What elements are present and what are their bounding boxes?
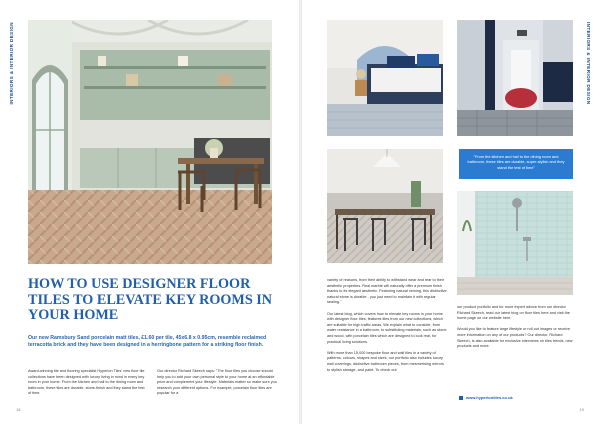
article-intro: Our new Ramsbury Sand porcelain matt tiles, £1.60 per tile, 45x6.8 x 0.95cm, resemble reclaimed terracotta brick and they have been designed in a herringbone pattern for a striking floor finish. bbox=[28, 335, 267, 348]
section-label-left: INTERIORS & INTERIOR DESIGN bbox=[9, 22, 14, 105]
website-link[interactable]: www.hyperiontiles.co.uk bbox=[466, 395, 513, 400]
article-headline: HOW TO USE DESIGNER FLOOR TILES TO ELEVATE KEY ROOMS IN YOUR HOME bbox=[28, 276, 273, 323]
body-column-1: Award-winning tile and flooring specialist Hyperion Tiles' new floor tile collections have been designed with luxury living in mind in every key room in your home. From the kitchen and hall to the dining room and bathroom, these tiles are durable, stone-finish and they stand the test of time. bbox=[28, 369, 145, 396]
bullet-square-icon bbox=[459, 396, 463, 400]
body-column-3: variety of reasons, from their ability to withstand wear and tear to their aesthetic properties. Real marble will naturally offer a premium finish thanks to its elegant aesthetic. Featuring natural veining, this distinctive natural stone is durable - you just need to maintain it with regular sealing." Our latest blog, which covers how to elevate key rooms in your home with designer floor tiles, features tiles from our new collections, which are suitable for high traffic areas. We explain what to consider, from water resistance in a bathroom, to substituting materials, such as stone and wood, with porcelain tiles which are designed to look real, for practical living solutions. With more than 15,000 bespoke floor and wall tiles in a variety of patterns, colours, shapes and sizes, our portfolio also includes luxury wall coverings, distinctive bathroom pieces, from mesmerising mirrors to stylish storage, and paint. To check out bbox=[327, 278, 447, 372]
website-row[interactable] bbox=[459, 395, 513, 400]
body-column-2: Our director Richard Skeech says: "The floor tiles you choose should help you to add your own personal style to your home at an affordable price and complement your lifestyle. Materials matter so make sure you research your different options. For example, porcelain floor tiles are popular for a bbox=[157, 369, 277, 396]
hallway-photo bbox=[457, 20, 573, 136]
page-number-right: 19 bbox=[579, 407, 584, 412]
kitchen-photo bbox=[28, 20, 272, 264]
body-column-4: our product portfolio and for more expert advice from our director Richard Skeech, read our latest blog on floor tiles here and visit the home page on our website here. Would you like to feature large lifestyle or roll-out images or receive more information on any of our products? Our director, Richard Skeech, is also available for exclusive interviews on tiles trends, new products and more. bbox=[457, 305, 573, 349]
bedroom-photo bbox=[327, 20, 443, 136]
page-number-left: 18 bbox=[16, 407, 21, 412]
dining-photo bbox=[327, 149, 443, 263]
pull-quote: "From the kitchen and hall to the dining room and bathroom, these tiles are durable, super-stylish and they stand the test of time" bbox=[459, 149, 573, 179]
bathroom-photo bbox=[457, 191, 573, 295]
page-fold bbox=[299, 0, 302, 424]
section-label-right: INTERIORS & INTERIOR DESIGN bbox=[586, 22, 591, 105]
